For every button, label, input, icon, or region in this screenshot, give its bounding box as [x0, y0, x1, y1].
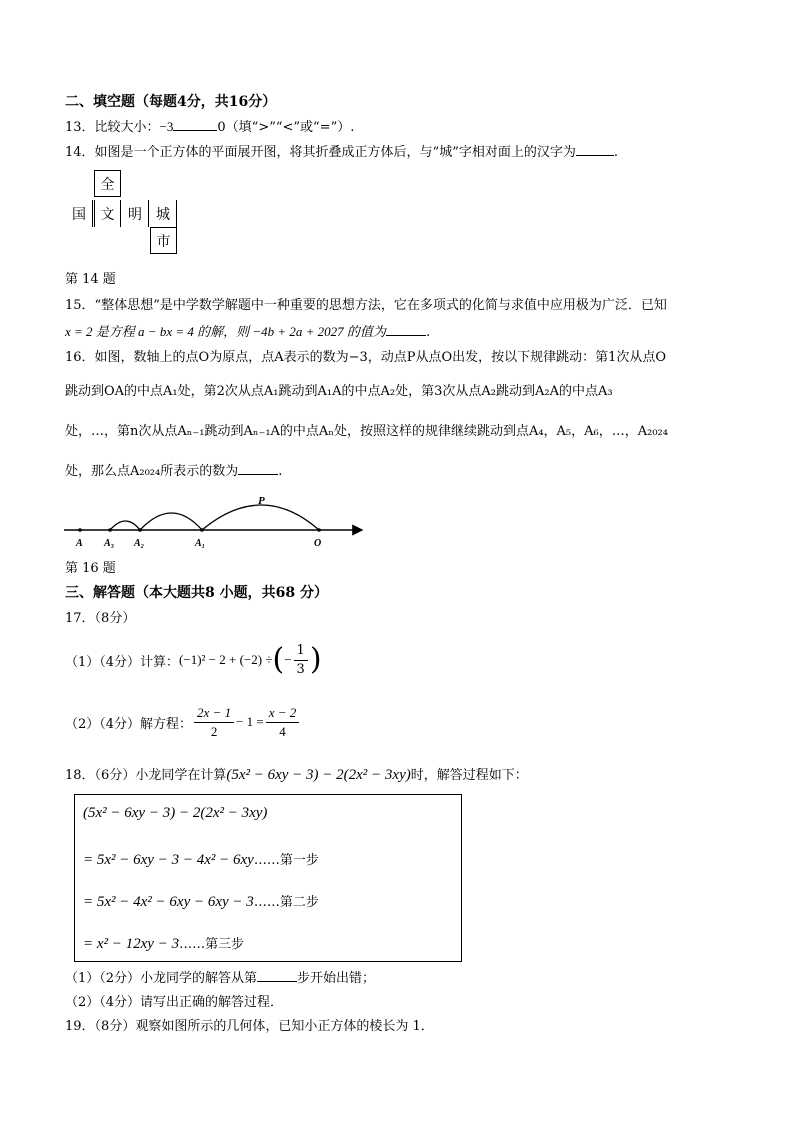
label-A3: A₃ — [104, 538, 115, 549]
label-A2: A₂ — [134, 538, 145, 549]
net-cell-3: 明 — [122, 200, 149, 227]
q17-p1-minus: − — [284, 652, 292, 667]
q17-p2-middle: − 1 = — [236, 714, 264, 729]
q13-answer-blank[interactable] — [173, 117, 217, 131]
q15-answer-blank[interactable] — [386, 322, 426, 336]
number-line-figure — [62, 490, 372, 550]
q17-p2-left-num: 2x − 1 — [194, 705, 234, 723]
point-A3-dot — [108, 528, 112, 532]
q17-p1-frac-num: 1 — [294, 643, 308, 661]
q13-left-value: −3 — [159, 119, 174, 134]
q17-p2-right-num: x − 2 — [266, 705, 300, 723]
q17-p1-expression: (−1)² − 2 + (−2) ÷ — [179, 652, 273, 667]
q18-part-1 — [65, 967, 375, 986]
jump-arc-1 — [202, 505, 319, 530]
q18-box-step-1: ……第一步 — [253, 853, 319, 868]
q13-suffix: （填“>”“<”或“=”）. — [225, 120, 355, 135]
q14-text: 14．如图是一个正方体的平面展开图，将其折叠成正方体后，与“城”字相对面上的汉字为 — [65, 145, 576, 160]
q17-p1-left-paren: ( — [272, 642, 285, 677]
point-O-dot — [317, 528, 321, 532]
q18-p1-text: （1）（2分）小龙同学的解答从第 — [65, 971, 258, 986]
net-cell-1: 国 — [66, 200, 93, 227]
q16-caption: 第 16 题 — [65, 561, 116, 576]
net-cell-bottom: 市 — [150, 227, 177, 254]
q14-end: . — [613, 145, 618, 160]
q18-p1-tail: 步开始出错； — [297, 971, 376, 986]
net-cell-top: 全 — [94, 170, 121, 197]
section-2-heading: 二、填空题（每题4分，共16分） — [65, 94, 277, 110]
q17-p1-fraction — [294, 643, 308, 678]
q15-line-2-text: x = 2 是方程 a − bx = 4 的解，则 −4b + 2a + 2027 的值为 — [65, 324, 386, 339]
q16-answer-blank[interactable] — [238, 461, 278, 475]
point-A1-dot — [200, 528, 204, 532]
jump-arc-2 — [140, 513, 202, 530]
label-O: O — [314, 538, 322, 549]
q16-line-3: 处，…，第n次从点Aₙ₋₁跳动到Aₙ₋₁A的中点Aₙ处，按照这样的规律继续跳动到点A₄，A₅，A₆，…，A₂₀₂₄ — [65, 424, 668, 439]
q18-box-line-0: (5x² − 6xy − 3) − 2(2x² − 3xy) — [83, 805, 268, 821]
q17-head: 17．（8分） — [65, 611, 136, 626]
q17-p1-right-paren: ) — [309, 642, 322, 677]
q15-line-1: 15．“整体思想”是中学数学解题中一种重要的思想方法，它在多项式的化简与求值中应用极为广泛．已知 — [65, 298, 667, 313]
jump-arc-3 — [110, 521, 140, 530]
q18-box-line-3 — [83, 933, 244, 953]
q17-p1-frac-den: 3 — [296, 661, 305, 677]
cube-net-figure — [66, 170, 186, 260]
q18-box-line-2 — [83, 891, 319, 911]
q17-p2-right-fraction — [266, 705, 300, 740]
q13-right-value: 0 — [217, 120, 226, 135]
label-A1: A₁ — [195, 538, 206, 549]
q18-solution-box — [74, 794, 462, 962]
q18-part-2: （2）（4分）请写出正确的解答过程． — [65, 995, 284, 1010]
q18-head — [65, 764, 528, 784]
q17-p2-left-fraction — [194, 705, 234, 740]
q17-part-1 — [65, 638, 322, 682]
label-P: P — [258, 495, 265, 507]
q14-caption: 第 14 题 — [65, 272, 116, 287]
q18-box-line-1 — [83, 849, 319, 869]
q15-line-2 — [65, 321, 430, 340]
net-cell-2: 文 — [94, 200, 121, 227]
q17-p2-right-den: 4 — [279, 723, 286, 739]
point-A-dot — [78, 528, 82, 532]
q14-answer-blank[interactable] — [576, 142, 614, 156]
q17-p1-label: （1）（4分）计算： — [65, 654, 180, 670]
q19-text: 19．（8分）观察如图所示的几何体，已知小正方体的棱长为 1． — [65, 1019, 434, 1034]
question-13 — [65, 116, 354, 135]
q18-answer-blank[interactable] — [257, 968, 297, 982]
q17-part-2 — [65, 700, 301, 744]
q16-line-4 — [65, 460, 282, 479]
label-A: A — [76, 538, 83, 549]
q17-p2-left-den: 2 — [210, 723, 218, 739]
q18-box-line-1-expr: = 5x² − 6xy − 3 − 4x² − 6xy — [83, 852, 254, 868]
q18-head-text: 18．（6分）小龙同学在计算 — [65, 768, 227, 783]
q18-box-line-3-expr: = x² − 12xy − 3 — [83, 936, 180, 952]
q13-prefix: 13．比较大小： — [65, 120, 160, 135]
net-cell-4: 城 — [150, 200, 177, 227]
q16-line-2: 跳动到OA的中点A₁处，第2次从点A₁跳动到A₁A的中点A₂处，第3次从点A₂跳动到A₂A的中点A₃ — [65, 384, 613, 399]
q17-p2-label: （2）（4分）解方程： — [65, 716, 193, 732]
section-3-heading: 三、解答题（本大题共8 小题，共68 分） — [65, 585, 328, 601]
q16-end: . — [278, 464, 283, 479]
q18-box-step-2: ……第二步 — [253, 895, 319, 910]
q15-end: . — [425, 325, 431, 340]
q18-expression: (5x² − 6xy − 3) − 2(2x² − 3xy) — [226, 767, 411, 783]
q16-line-4-text: 处，那么点A₂₀₂₄所表示的数为 — [65, 464, 239, 479]
q18-box-line-2-expr: = 5x² − 4x² − 6xy − 6xy − 3 — [83, 894, 254, 910]
q18-head-tail: 时，解答过程如下： — [410, 768, 528, 783]
question-14 — [65, 141, 618, 160]
q16-line-1: 16．如图，数轴上的点O为原点，点A表示的数为−3，动点P从点O出发，按以下规律跳动：第1次从点O — [65, 350, 667, 365]
point-A2-dot — [138, 528, 142, 532]
q18-box-step-3: ……第三步 — [179, 937, 245, 952]
